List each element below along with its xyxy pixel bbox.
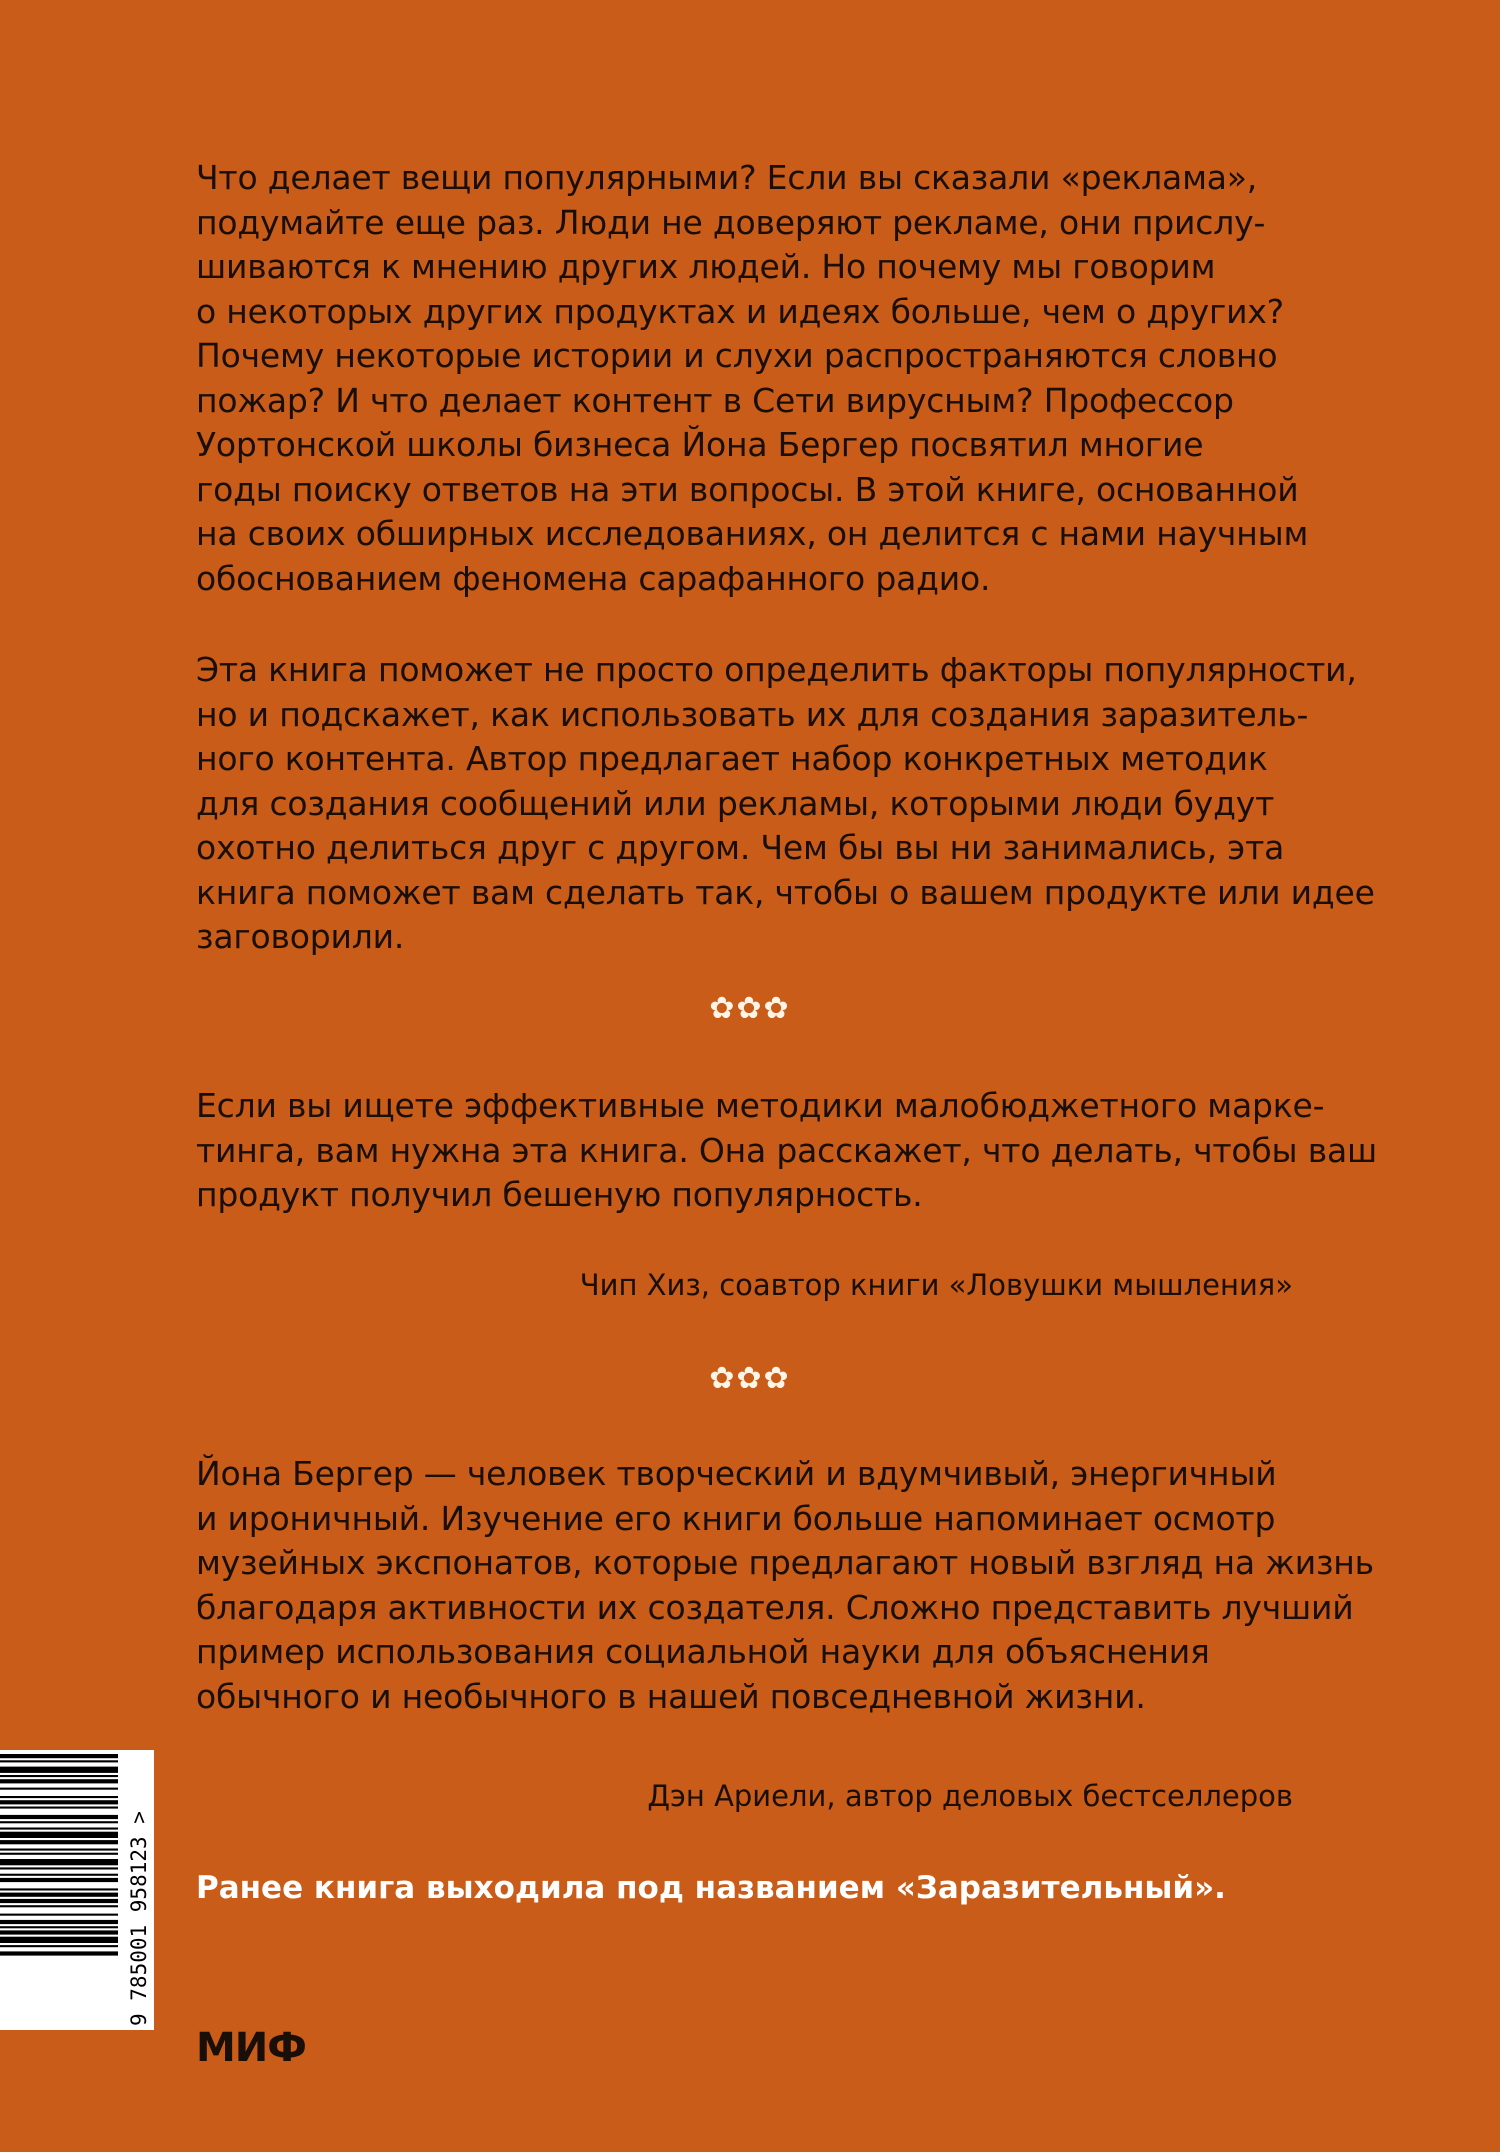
text-line: книга поможет вам сделать так, чтобы о вашем продукте или идее (196, 872, 1375, 912)
publisher-logo: МИФ (196, 2025, 306, 2071)
barcode-bar (0, 1914, 118, 1916)
text-line: подумайте еще раз. Люди не доверяют рекламе, они прислу- (196, 202, 1266, 242)
barcode-bar (0, 1920, 118, 1924)
barcode-bar (0, 1779, 118, 1783)
barcode-bar (0, 1899, 118, 1903)
text-line: Эта книга поможет не просто определить факторы популярности, (196, 650, 1357, 689)
barcode-bar (0, 1796, 118, 1798)
text-line: Уортонской школы бизнеса Йона Бергер посвятил многие (196, 425, 1204, 464)
barcode-bar (0, 1893, 118, 1897)
barcode-bar (0, 1859, 118, 1865)
barcode-bar (0, 1849, 118, 1851)
barcode-bar (0, 1905, 118, 1907)
barcode-bar (0, 1800, 118, 1804)
flower-ornament-divider: ✿✿✿ (709, 991, 791, 1026)
text-line: шиваются к мнению других людей. Но почему мы говорим (196, 247, 1216, 286)
text-line: и ироничный. Изучение его книги больше напоминает осмотр (196, 1498, 1276, 1538)
text-line: Если вы ищете эффективные методики малобюджетного марке- (196, 1086, 1325, 1125)
text-line: но и подскажет, как использовать их для создания заразитель- (196, 694, 1309, 734)
barcode-bar (0, 1760, 118, 1762)
barcode-bar (0, 1867, 118, 1869)
quote-chip-heath (196, 1084, 1377, 1218)
barcode-bar (0, 1937, 118, 1943)
text-line: о некоторых других продуктах и идеях больше, чем о других? (196, 291, 1284, 331)
text-line: Йона Бергер — человек творческий и вдумчивый, энергичный (196, 1454, 1277, 1493)
text-line: на своих обширных исследованиях, он делится с нами научным (196, 514, 1309, 553)
quote-attribution: Чип Хиз, соавтор книги «Ловушки мышления» (579, 1268, 1293, 1302)
barcode-bar (0, 1832, 118, 1838)
text-line: Почему некоторые истории и слухи распространяются словно (196, 336, 1278, 375)
barcode-bar (0, 1888, 118, 1890)
barcode-number: 9 785001 958123 > (127, 1811, 151, 2026)
text-line: ного контента. Автор предлагает набор конкретных методик (196, 739, 1268, 778)
description-paragraph-2 (196, 648, 1375, 960)
barcode-bar (0, 1930, 118, 1934)
text-line: для создания сообщений или рекламы, которыми люди будут (196, 783, 1275, 823)
text-line: продукт получил бешеную популярность. (196, 1175, 923, 1214)
barcode-bar (0, 1815, 118, 1819)
previous-title-note: Ранее книга выходила под названием «Заразительный». (196, 1870, 1226, 1906)
barcode-bar (0, 1878, 118, 1882)
barcode-bar (0, 1788, 118, 1790)
barcode-bar (0, 1775, 118, 1777)
barcode-bar (0, 1767, 118, 1773)
text-line: тинга, вам нужна эта книга. Она расскажет, что делать, чтобы ваш (196, 1130, 1377, 1170)
barcode-bar (0, 1926, 118, 1928)
text-line: заговорили. (196, 917, 405, 956)
text-line: обычного и необычного в нашей повседневной жизни. (196, 1676, 1146, 1716)
barcode-bar (0, 1945, 118, 1947)
barcode-bar (0, 1840, 118, 1844)
text-line: охотно делиться друг с другом. Чем бы вы ни занимались, эта (196, 828, 1285, 867)
barcode-bar (0, 1821, 118, 1823)
text-line: обоснованием феномена сарафанного радио. (196, 558, 991, 598)
text-line: музейных экспонатов, которые предлагают новый взгляд на жизнь (196, 1543, 1374, 1582)
text-line: Что делает вещи популярными? Если вы сказали «реклама», (196, 158, 1258, 197)
barcode-bar (0, 1951, 118, 1955)
barcode-bar (0, 1874, 118, 1876)
barcode-bar (0, 1853, 118, 1855)
text-line: пожар? И что делает контент в Сети вирусным? Профессор (196, 380, 1234, 420)
barcode-bar (0, 1754, 118, 1758)
quote-attribution: Дэн Ариели, автор деловых бестселлеров (647, 1779, 1293, 1813)
flower-ornament-divider: ✿✿✿ (709, 1361, 791, 1396)
text-line: годы поиску ответов на эти вопросы. В этой книге, основанной (196, 469, 1299, 509)
quote-dan-ariely (196, 1452, 1374, 1719)
isbn-barcode (0, 1750, 154, 2030)
text-line: пример использования социальной науки для объяснения (196, 1632, 1210, 1671)
barcode-bar (0, 1828, 118, 1830)
text-line: благодаря активности их создателя. Сложно представить лучший (196, 1587, 1354, 1627)
description-paragraph-1 (196, 156, 1326, 601)
barcode-bar (0, 1807, 118, 1809)
